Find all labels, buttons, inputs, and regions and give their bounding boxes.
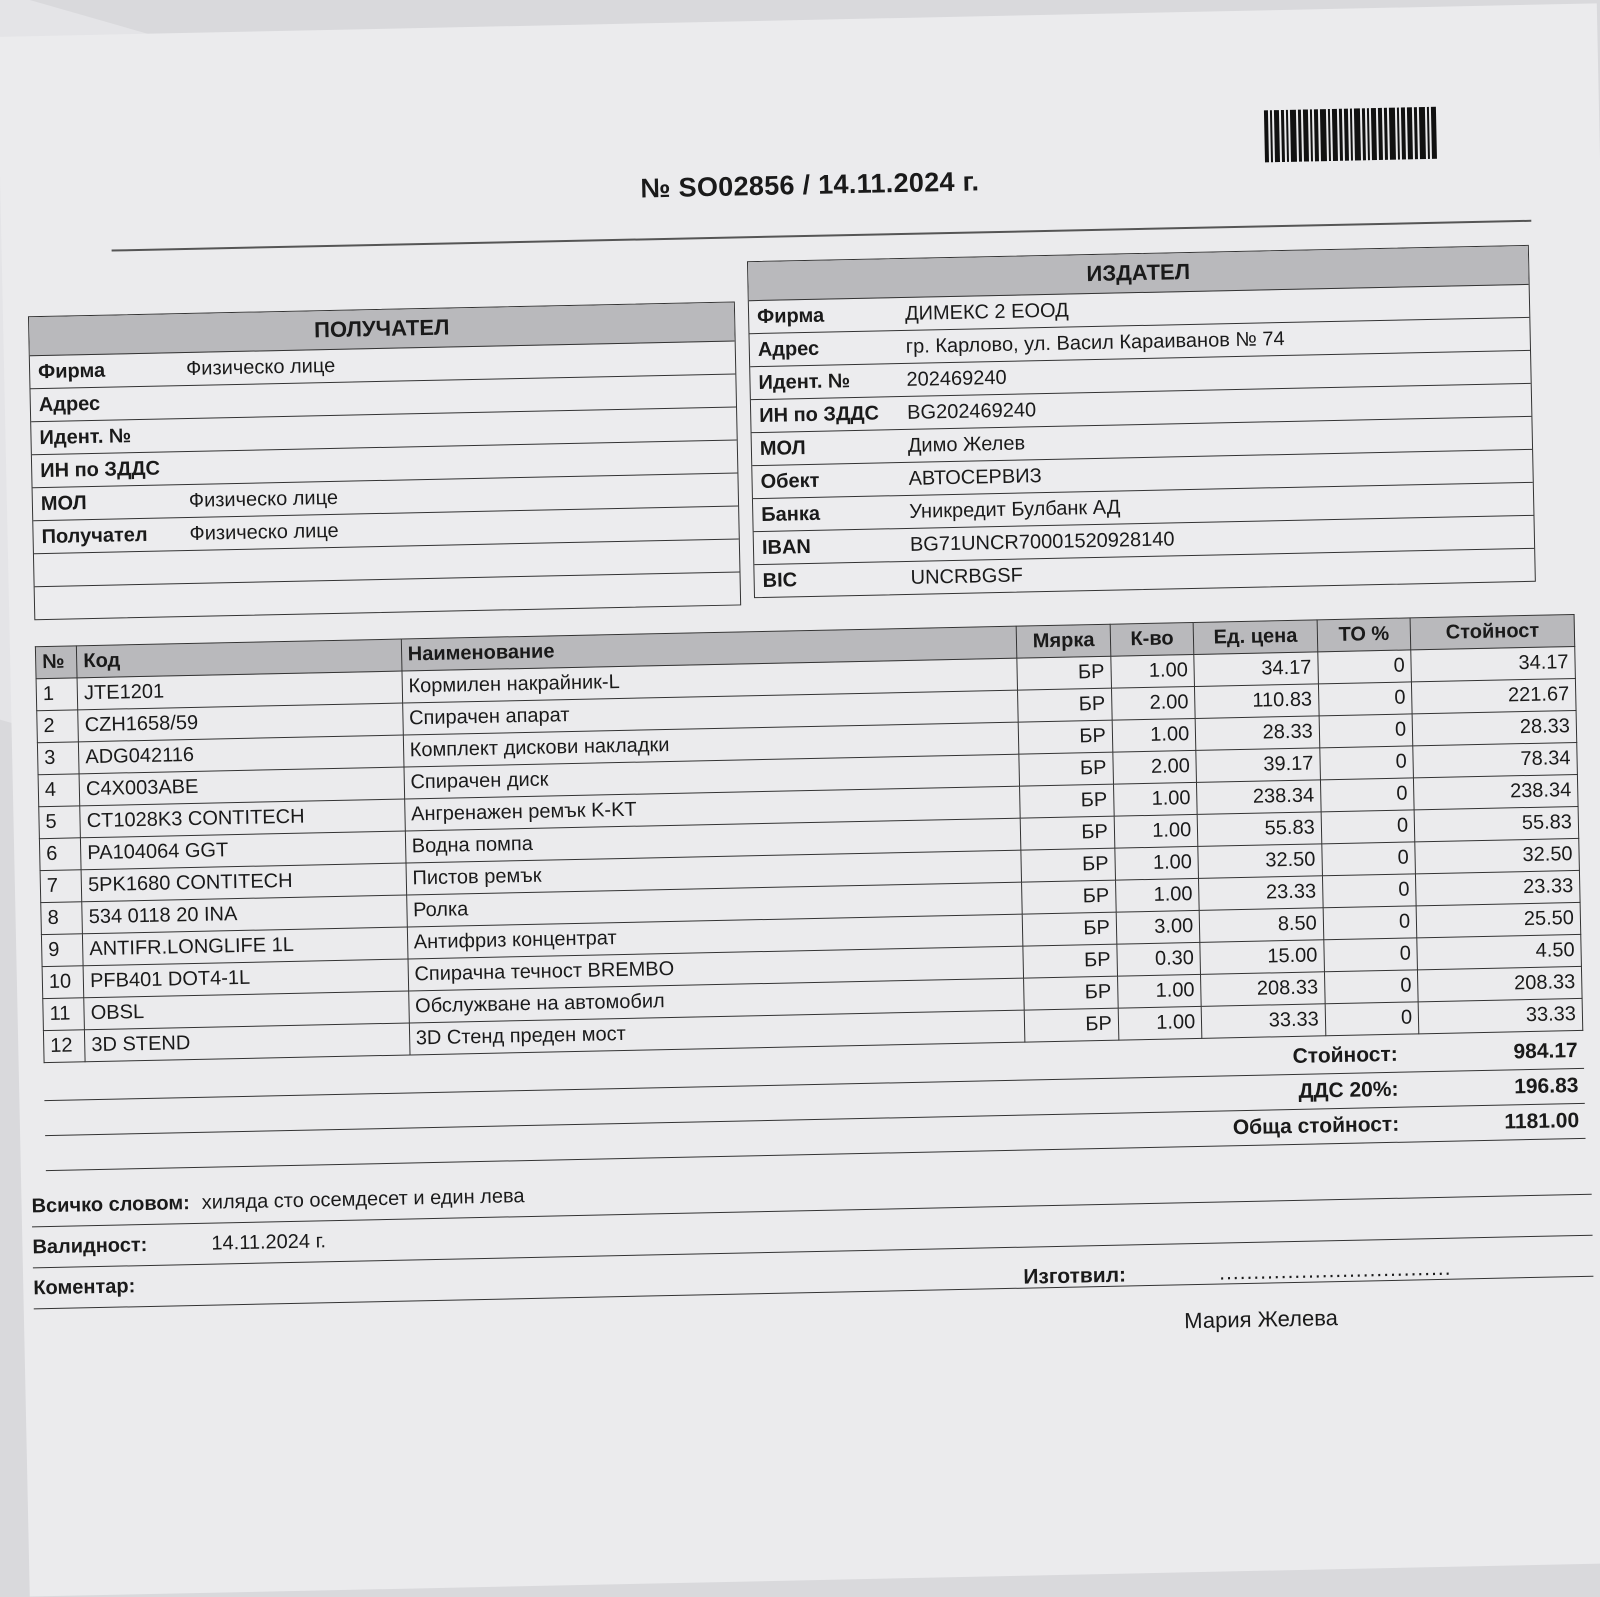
cell-code: CT1028K3 CONTITECH bbox=[80, 799, 405, 838]
col-header-unit: Мярка bbox=[1017, 624, 1111, 658]
cell-total: 25.50 bbox=[1416, 902, 1580, 937]
subtotal-value: 984.17 bbox=[1427, 1039, 1583, 1066]
cell-name: Комплект дискови накладки bbox=[403, 722, 1019, 767]
amount-in-words-value: хиляда сто осемдесет и един лева bbox=[198, 1185, 525, 1215]
cell-no: 10 bbox=[42, 966, 84, 999]
cell-price: 15.00 bbox=[1200, 940, 1324, 975]
field-value: BG71UNCR70001520928140 bbox=[902, 520, 1534, 556]
field-label bbox=[34, 567, 182, 570]
field-label: Адрес bbox=[750, 336, 898, 362]
field-label: Обект bbox=[752, 468, 900, 494]
cell-total: 238.34 bbox=[1414, 774, 1578, 809]
cell-total: 4.50 bbox=[1417, 934, 1581, 969]
cell-total: 221.67 bbox=[1412, 678, 1576, 713]
cell-price: 32.50 bbox=[1198, 844, 1322, 879]
cell-no: 12 bbox=[43, 1030, 85, 1063]
field-value bbox=[180, 456, 737, 468]
cell-discount: 0 bbox=[1324, 938, 1418, 972]
col-header-discount: ТО % bbox=[1317, 618, 1411, 652]
cell-qty: 2.00 bbox=[1111, 686, 1195, 720]
cell-discount: 0 bbox=[1318, 682, 1412, 716]
field-label: Банка bbox=[753, 501, 901, 527]
cell-code: CZH1658/59 bbox=[78, 703, 403, 742]
cell-code: PFB401 DOT4-1L bbox=[83, 959, 408, 998]
vat-value: 196.83 bbox=[1428, 1074, 1584, 1101]
field-value: АВТОСЕРВИЗ bbox=[900, 454, 1532, 490]
cell-price: 28.33 bbox=[1195, 716, 1319, 751]
prepared-by-block bbox=[1023, 1257, 1453, 1338]
field-value: Уникредит Булбанк АД bbox=[901, 487, 1533, 523]
amount-in-words-label: Всичко словом: bbox=[31, 1191, 198, 1217]
cell-qty: 1.00 bbox=[1113, 782, 1197, 816]
cell-name: Обслужване на автомобил bbox=[408, 978, 1024, 1023]
col-header-name: Наименование bbox=[401, 626, 1017, 671]
field-value: Физическо лице bbox=[181, 478, 738, 513]
cell-no: 11 bbox=[43, 998, 85, 1031]
cell-discount: 0 bbox=[1320, 746, 1414, 780]
cell-qty: 1.00 bbox=[1117, 974, 1201, 1008]
cell-qty: 1.00 bbox=[1114, 814, 1198, 848]
field-value: UNCRBGSF bbox=[902, 553, 1534, 589]
cell-no: 8 bbox=[41, 902, 83, 935]
cell-no: 3 bbox=[37, 742, 79, 775]
cell-price: 23.33 bbox=[1199, 876, 1323, 911]
cell-unit: БР bbox=[1023, 944, 1117, 978]
cell-total: 78.34 bbox=[1413, 742, 1577, 777]
cell-qty: 3.00 bbox=[1116, 910, 1200, 944]
cell-code: C4X003ABE bbox=[79, 767, 404, 806]
field-value bbox=[179, 391, 736, 403]
field-label: IBAN bbox=[754, 534, 902, 560]
cell-discount: 0 bbox=[1319, 714, 1413, 748]
signature-line: .................................. bbox=[1219, 1257, 1452, 1285]
field-value: BG202469240 bbox=[899, 388, 1531, 424]
field-value: гр. Карлово, ул. Васил Караиванов № 74 bbox=[898, 322, 1530, 358]
cell-name: Антифриз концентрат bbox=[407, 914, 1023, 959]
cell-name: Ангренажен ремък K-KT bbox=[404, 786, 1020, 831]
cell-price: 238.34 bbox=[1197, 780, 1321, 815]
cell-code: JTE1201 bbox=[77, 671, 402, 710]
cell-code: OBSL bbox=[84, 991, 409, 1030]
col-header-qty: К-во bbox=[1110, 622, 1194, 656]
field-label: BIC bbox=[754, 567, 902, 593]
field-value bbox=[179, 423, 736, 435]
comment-label: Коментар: bbox=[33, 1273, 208, 1300]
cell-no: 9 bbox=[41, 934, 83, 967]
cell-no: 4 bbox=[38, 774, 80, 807]
cell-unit: БР bbox=[1019, 752, 1113, 786]
field-label: Фирма bbox=[30, 358, 178, 384]
grand-total-value: 1181.00 bbox=[1429, 1109, 1585, 1136]
cell-unit: БР bbox=[1025, 1008, 1119, 1042]
cell-total: 28.33 bbox=[1412, 710, 1576, 745]
field-label: Получател bbox=[33, 523, 181, 549]
cell-name: Спирачен диск bbox=[404, 754, 1020, 799]
cell-unit: БР bbox=[1023, 912, 1117, 946]
cell-total: 34.17 bbox=[1411, 646, 1575, 681]
cell-discount: 0 bbox=[1325, 1002, 1419, 1036]
field-label: ИН по ЗДДС bbox=[32, 457, 180, 483]
cell-total: 33.33 bbox=[1418, 998, 1582, 1033]
validity-label: Валидност: bbox=[32, 1232, 207, 1259]
cell-price: 34.17 bbox=[1194, 652, 1318, 687]
cell-price: 110.83 bbox=[1195, 684, 1319, 719]
field-label: Идент. № bbox=[31, 424, 179, 450]
field-value: Физическо лице bbox=[181, 511, 738, 546]
cell-name: Спирачен апарат bbox=[402, 690, 1018, 735]
col-header-no: № bbox=[35, 646, 77, 679]
field-value bbox=[182, 555, 739, 567]
recipient-box bbox=[28, 301, 741, 620]
cell-unit: БР bbox=[1018, 688, 1112, 722]
invoice-sheet bbox=[0, 3, 1600, 1596]
cell-no: 5 bbox=[39, 806, 81, 839]
cell-price: 33.33 bbox=[1201, 1004, 1325, 1039]
field-label bbox=[35, 600, 183, 603]
cell-name: Пистов ремък bbox=[406, 850, 1022, 895]
cell-discount: 0 bbox=[1318, 650, 1412, 684]
cell-name: Водна помпа bbox=[405, 818, 1021, 863]
document-number-date: № SO02856 / 14.11.2024 г. bbox=[640, 166, 979, 204]
cell-qty: 0.30 bbox=[1117, 942, 1201, 976]
cell-code: 5PK1680 CONTITECH bbox=[81, 863, 406, 902]
cell-code: ADG042116 bbox=[79, 735, 404, 774]
cell-code: 534 0118 20 INA bbox=[82, 895, 407, 934]
cell-code: ANTIFR.LONGLIFE 1L bbox=[83, 927, 408, 966]
cell-unit: БР bbox=[1017, 656, 1111, 690]
field-value bbox=[183, 588, 740, 600]
cell-price: 55.83 bbox=[1197, 812, 1321, 847]
cell-discount: 0 bbox=[1322, 842, 1416, 876]
cell-price: 39.17 bbox=[1196, 748, 1320, 783]
cell-qty: 1.00 bbox=[1115, 846, 1199, 880]
col-header-price: Ед. цена bbox=[1193, 620, 1317, 655]
cell-discount: 0 bbox=[1322, 874, 1416, 908]
cell-unit: БР bbox=[1021, 816, 1115, 850]
validity-value: 14.11.2024 г. bbox=[207, 1230, 326, 1255]
field-label: МОЛ bbox=[752, 435, 900, 461]
vat-label: ДДС 20%: bbox=[1138, 1077, 1428, 1107]
publisher-heading: ИЗДАТЕЛ bbox=[748, 246, 1529, 301]
cell-total: 23.33 bbox=[1416, 870, 1580, 905]
cell-no: 6 bbox=[39, 838, 81, 871]
cell-name: Ролка bbox=[406, 882, 1022, 927]
cell-no: 7 bbox=[40, 870, 82, 903]
cell-no: 1 bbox=[36, 678, 78, 711]
cell-price: 8.50 bbox=[1199, 908, 1323, 943]
cell-total: 55.83 bbox=[1414, 806, 1578, 841]
cell-name: Спирачна течност BREMBO bbox=[408, 946, 1024, 991]
barcode-icon bbox=[1264, 105, 1500, 162]
cell-qty: 1.00 bbox=[1111, 654, 1195, 688]
publisher-box bbox=[747, 245, 1536, 598]
col-header-total: Стойност bbox=[1410, 614, 1574, 649]
field-label: Адрес bbox=[31, 391, 179, 417]
subtotal-label: Стойност: bbox=[1138, 1042, 1428, 1072]
header-divider bbox=[112, 220, 1532, 252]
cell-discount: 0 bbox=[1320, 778, 1414, 812]
field-label: Фирма bbox=[749, 303, 897, 329]
cell-name: Кормилен накрайник-L bbox=[402, 658, 1018, 703]
items-table bbox=[35, 614, 1583, 1063]
cell-code: PA104064 GGT bbox=[81, 831, 406, 870]
cell-qty: 1.00 bbox=[1115, 878, 1199, 912]
cell-discount: 0 bbox=[1324, 970, 1418, 1004]
col-header-code: Код bbox=[77, 639, 402, 678]
cell-qty: 1.00 bbox=[1118, 1006, 1202, 1040]
cell-discount: 0 bbox=[1323, 906, 1417, 940]
cell-price: 208.33 bbox=[1201, 972, 1325, 1007]
prepared-by-name: Мария Желева bbox=[1184, 1303, 1453, 1335]
recipient-heading: ПОЛУЧАТЕЛ bbox=[29, 303, 735, 357]
cell-code: 3D STEND bbox=[85, 1023, 410, 1062]
cell-name: 3D Стенд преден мост bbox=[409, 1010, 1025, 1055]
cell-discount: 0 bbox=[1321, 810, 1415, 844]
cell-unit: БР bbox=[1022, 880, 1116, 914]
prepared-by-label: Изготвил: bbox=[1023, 1262, 1213, 1290]
field-value: Физическо лице bbox=[178, 346, 735, 381]
field-label: МОЛ bbox=[33, 490, 181, 516]
cell-unit: БР bbox=[1021, 848, 1115, 882]
cell-qty: 1.00 bbox=[1112, 718, 1196, 752]
field-value: ДИМЕКС 2 ЕООД bbox=[897, 289, 1529, 325]
field-label: ИН по ЗДДС bbox=[751, 402, 899, 428]
cell-unit: БР bbox=[1024, 976, 1118, 1010]
cell-no: 2 bbox=[37, 710, 79, 743]
field-value: Димо Желев bbox=[900, 421, 1532, 457]
cell-unit: БР bbox=[1020, 784, 1114, 818]
cell-qty: 2.00 bbox=[1113, 750, 1197, 784]
field-value: 202469240 bbox=[898, 355, 1530, 391]
cell-total: 208.33 bbox=[1418, 966, 1582, 1001]
field-label: Идент. № bbox=[750, 369, 898, 395]
grand-total-label: Обща стойност: bbox=[1139, 1112, 1429, 1142]
cell-total: 32.50 bbox=[1415, 838, 1579, 873]
cell-unit: БР bbox=[1019, 720, 1113, 754]
